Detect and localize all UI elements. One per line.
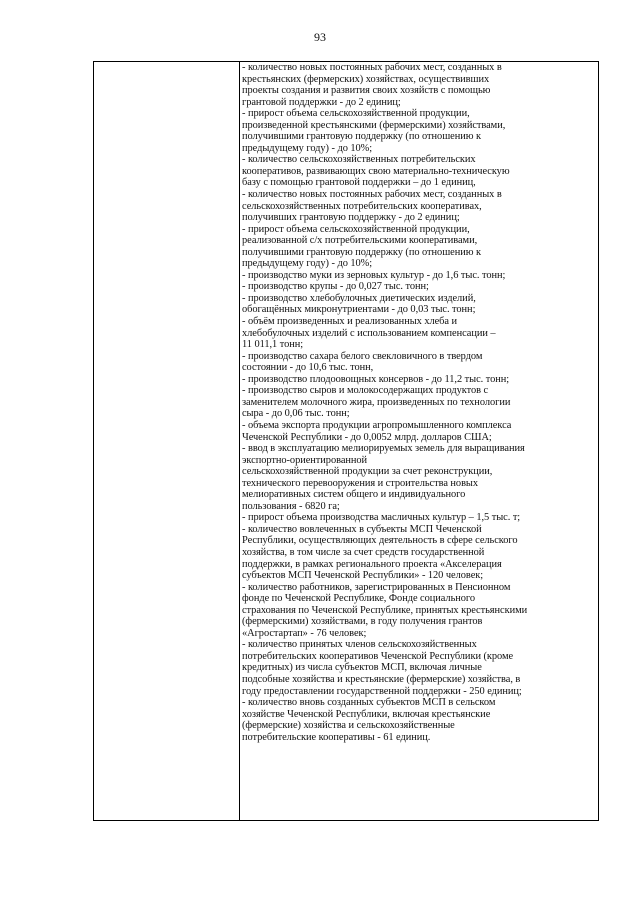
text-line: (фермерскими) хозяйствами, в году получения грантов xyxy=(242,616,483,628)
text-line: Республики, осуществляющих деятельность в сфере сельского xyxy=(242,535,518,547)
column-divider xyxy=(239,62,240,820)
text-line: хозяйстве Чеченской Республики, включая крестьянские xyxy=(242,708,491,720)
text-line: произведенной крестьянскими (фермерскими) хозяйствами, xyxy=(242,119,506,131)
text-line: - прирост объема производства масличных культур – 1,5 тыс. т; xyxy=(242,512,521,524)
text-line: проекты создания и развития своих хозяйств с помощью xyxy=(242,85,491,97)
text-line: заменителем молочного жира, произведенных по технологии xyxy=(242,396,511,408)
text-line: (фермерские) хозяйства и сельскохозяйственные xyxy=(242,720,455,732)
text-line: «Агростартап» - 76 человек; xyxy=(242,627,367,639)
text-line: кооперативов, развивающих свою материально-техническую xyxy=(242,165,510,177)
text-line: сыра - до 0,06 тыс. тонн; xyxy=(242,408,350,420)
text-line: крестьянских (фермерских) хозяйствах, осуществивших xyxy=(242,73,490,85)
text-line: - количество принятых членов сельскохозяйственных xyxy=(242,639,477,651)
text-line: пользования - 6820 га; xyxy=(242,500,340,512)
text-line: технического перевооружения и строительства новых xyxy=(242,477,479,489)
text-line: - объема экспорта продукции агропромышленного комплекса xyxy=(242,419,512,431)
text-line: - производство хлебобулочных диетических изделий, xyxy=(242,292,476,304)
text-line: - количество вновь созданных субъектов МСП в сельском xyxy=(242,697,496,709)
text-line: подсобные хозяйства и крестьянские (фермерские) хозяйства, в xyxy=(242,673,521,685)
text-line: сельскохозяйственных потребительских кооперативах, xyxy=(242,200,482,212)
text-line: получившими грантовую поддержку (по отношению к xyxy=(242,131,481,143)
text-line: предыдущему году) - до 10%; xyxy=(242,258,373,270)
text-line: - производство муки из зерновых культур - до 1,6 тыс. тонн; xyxy=(242,269,506,281)
text-line: потребительские кооперативы - 61 единиц. xyxy=(242,731,431,743)
text-line: субъектов МСП Чеченской Республики» - 120 человек; xyxy=(242,570,484,582)
text-line: году предоставлении государственной поддержки - 250 единиц; xyxy=(242,685,522,697)
text-line: - количество вовлеченных в субъекты МСП Чеченской xyxy=(242,523,482,535)
text-line: - производство сыров и молокосодержащих продуктов с xyxy=(242,385,489,397)
text-line: мелиоративных систем общего и индивидуального xyxy=(242,489,466,501)
text-line: кредитных) из числа субъектов МСП, включая личные xyxy=(242,662,482,674)
text-line: хозяйства, в том числе за счет средств государственной xyxy=(242,546,485,558)
text-line: грантовой поддержки - до 2 единиц; xyxy=(242,96,401,108)
text-line: получивших грантовую поддержку - до 2 единиц; xyxy=(242,212,460,224)
text-line: - производство крупы - до 0,027 тыс. тонн; xyxy=(242,281,429,293)
table-left-cell xyxy=(94,62,239,820)
text-line: - количество новых постоянных рабочих мест, созданных в xyxy=(242,189,502,201)
text-line: предыдущему году) - до 10%; xyxy=(242,142,373,154)
text-line: фонде по Чеченской Республике, Фонде социального xyxy=(242,593,476,605)
text-line: получившими грантовую поддержку (по отношению к xyxy=(242,246,481,258)
text-line: экспортно-ориентированной xyxy=(242,454,368,466)
text-line: обогащённых микронутриентами - до 0,03 тыс. тонн; xyxy=(242,304,476,316)
text-line: - количество сельскохозяйственных потребительских xyxy=(242,154,476,166)
text-line: состоянии - до 10,6 тыс. тонн, xyxy=(242,362,374,374)
text-line: хлебобулочных изделий с использованием компенсации – xyxy=(242,327,496,339)
indicators-table xyxy=(93,61,599,821)
text-line: 11 011,1 тонн; xyxy=(242,339,304,351)
page-number: 93 xyxy=(314,30,326,44)
text-line: потребительских кооперативов Чеченской Республики (кроме xyxy=(242,650,514,662)
text-line: - объём произведенных и реализованных хлеба и xyxy=(242,316,458,328)
text-line: поддержки, в рамках регионального проекта «Акселерация xyxy=(242,558,502,570)
text-line: реализованной с/х потребительскими кооперативами, xyxy=(242,235,478,247)
text-line: сельскохозяйственной продукции за счет реконструкции, xyxy=(242,466,493,478)
text-line: - прирост объема сельскохозяйственной продукции, xyxy=(242,108,470,120)
text-line: Чеченской Республики - до 0,0052 млрд. долларов США; xyxy=(242,431,492,443)
text-line: - количество новых постоянных рабочих мест, созданных в xyxy=(242,62,502,73)
text-line: базу с помощью грантовой поддержки – до 1 единиц, xyxy=(242,177,476,189)
text-line: - производство сахара белого свекловичного в твердом xyxy=(242,350,483,362)
text-line: - прирост объема сельскохозяйственной продукции, xyxy=(242,223,470,235)
text-line: - производство плодоовощных консервов - до 11,2 тыс. тонн; xyxy=(242,373,510,385)
text-line: страхования по Чеченской Республике, принятых крестьянскими xyxy=(242,604,528,616)
indicators-text-cell xyxy=(242,62,598,743)
text-line: - количество работников, зарегистрированных в Пенсионном xyxy=(242,581,511,593)
text-line: - ввод в эксплуатацию мелиорируемых земель для выращивания xyxy=(242,443,525,455)
